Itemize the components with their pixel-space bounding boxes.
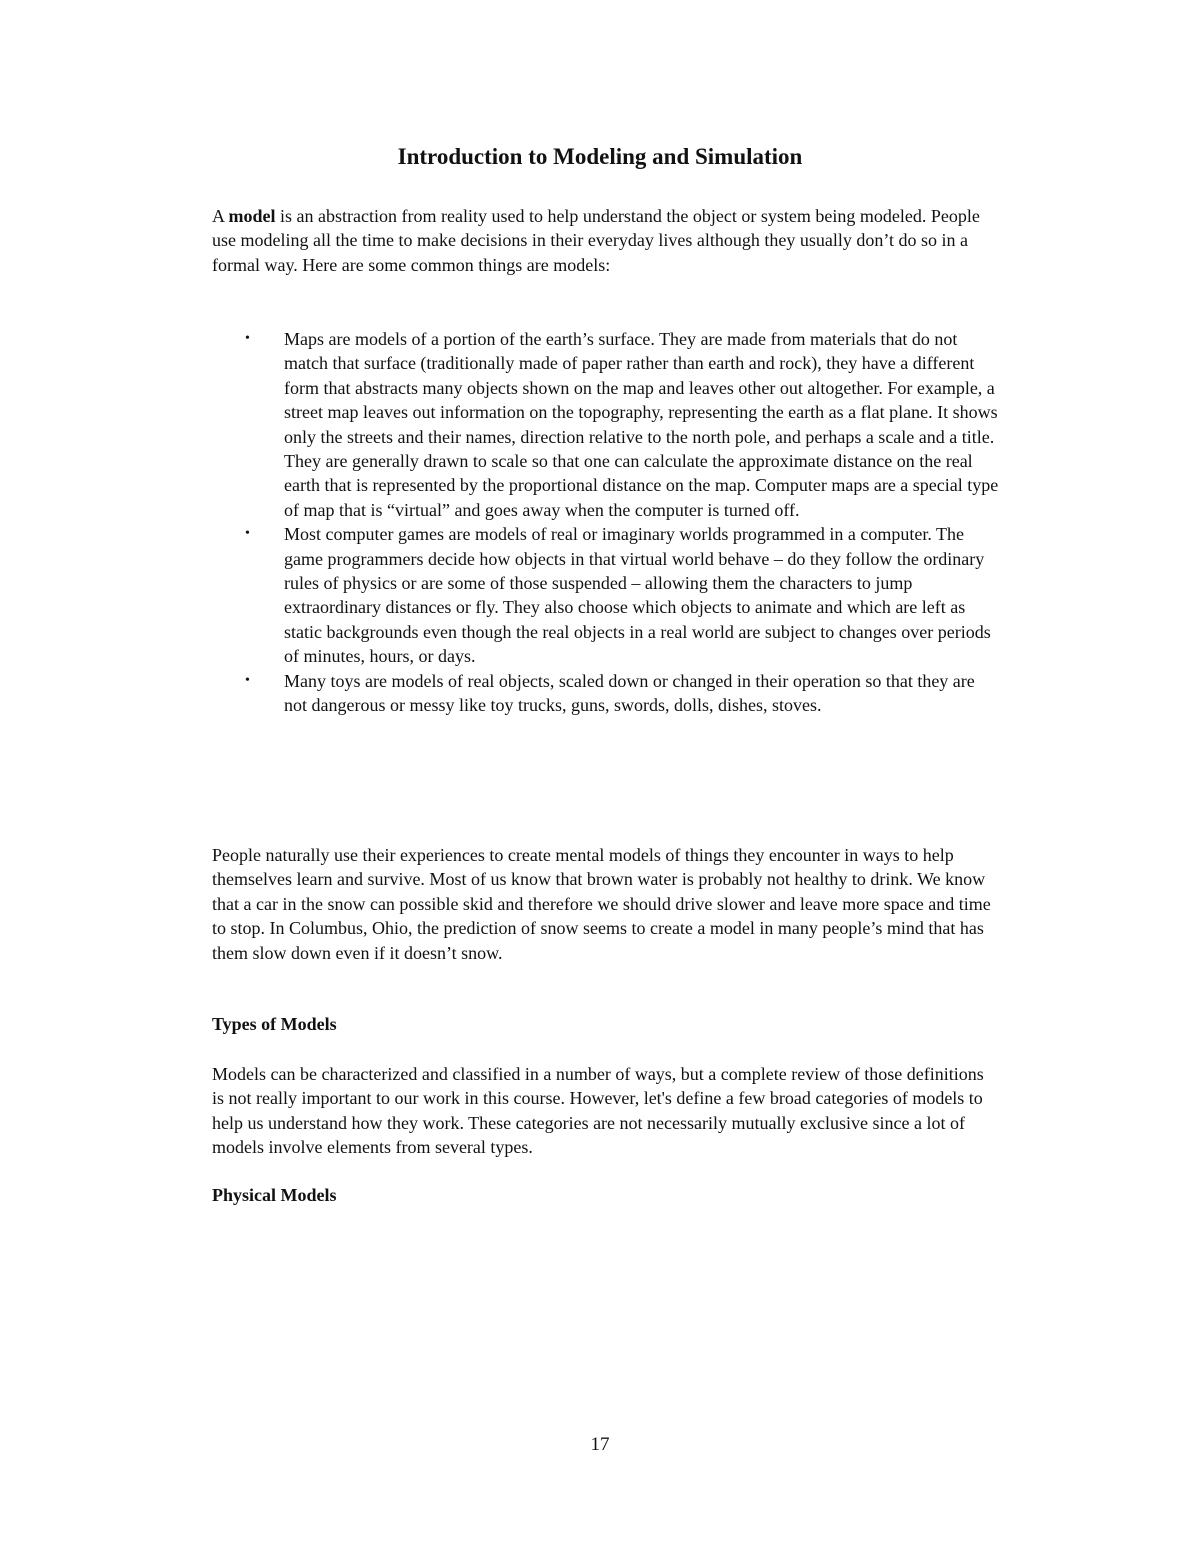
types-paragraph: Models can be characterized and classified in a number of ways, but a complete review of those definitions is not really important to our work in this course. However, let's define a few broad categories of models to help us understand how they work. These categories are not necessarily mutually exclusive since a lot of models involve elements from several types. — [212, 1064, 984, 1158]
list-item — [212, 327, 1002, 522]
list-item-text: Many toys are models of real objects, scaled down or changed in their operation so that they are not dangerous or messy like toy trucks, guns, swords, dolls, dishes, stoves. — [284, 670, 975, 716]
examples-list — [212, 327, 1002, 718]
page-title: Introduction to Modeling and Simulation — [397, 144, 803, 169]
intro-paragraph — [212, 204, 992, 277]
intro-prefix: A — [212, 206, 229, 226]
list-item-text: Maps are models of a portion of the earth’s surface. They are made from materials that do not match that surface (traditionally made of paper rather than earth and rock), they have a different form that abstracts many objects shown on the map and leaves other out altogether. For example, a street map leaves out information on the topography, representing the earth as a flat plane. It shows only the streets and their names, direction relative to the north pole, and perhaps a scale and a title. They are generally drawn to scale so that one can calculate the approximate distance on the real earth that is represented by the proportional distance on the map. Computer maps are a special type of map that is “virtual” and goes away when the computer is turned off. — [284, 329, 999, 520]
list-item — [212, 522, 1002, 668]
section-heading-physical: Physical Models — [212, 1185, 337, 1205]
list-item-text: Most computer games are models of real or imaginary worlds programmed in a computer. The game programmers decide how objects in that virtual world behave – do they follow the ordinary rules of physics or are some of those suspended – allowing them the characters to jump extraordinary distances or fly. They also choose which objects to animate and which are left as static backgrounds even though the real objects in a real world are subject to changes over periods of minutes, hours, or days. — [284, 524, 991, 667]
mental-models-paragraph: People naturally use their experiences to create mental models of things they encounter in ways to help themselves learn and survive. Most of us know that brown water is probably not healthy to drink. We know that a car in the snow can possible skid and therefore we should drive slower and leave more space and time to stop. In Columbus, Ohio, the prediction of snow seems to create a model in many people’s mind that has them slow down even if it doesn’t snow. — [212, 845, 991, 963]
page-number: 17 — [590, 1434, 610, 1455]
bullet-icon: • — [245, 526, 250, 542]
bullet-icon: • — [245, 331, 250, 346]
section-heading-types: Types of Models — [212, 1014, 337, 1034]
list-item — [212, 669, 1002, 718]
intro-rest: is an abstraction from reality used to help understand the object or system being modeled. People use modeling all the time to make decisions in their everyday lives although they usually don’t do so in a formal way. Here are some common things are models: — [212, 206, 980, 275]
intro-term: model — [228, 206, 276, 226]
bullet-icon: • — [245, 672, 250, 688]
